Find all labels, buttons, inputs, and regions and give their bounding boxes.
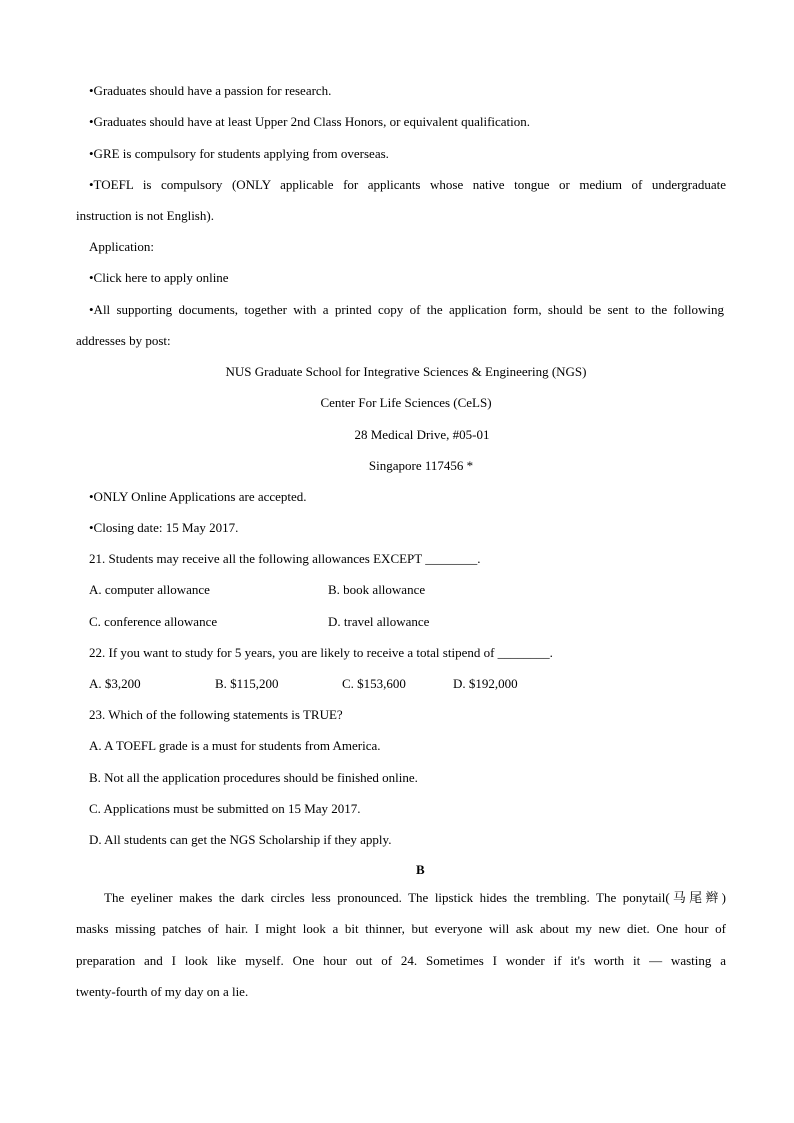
question-21-option-d: D. travel allowance [328, 614, 430, 629]
question-22-option-c: C. $153,600 [342, 676, 406, 691]
application-heading: Application: [89, 239, 154, 254]
passage-line-2: masks missing patches of hair. I might look a bit thinner, but everyone will ask about my new diet. One hour of [76, 921, 726, 936]
requirement-toefl-line2: instruction is not English). [76, 208, 214, 223]
requirement-toefl-line1: •TOEFL is compulsory (ONLY applicable for applicants whose native tongue or medium of undergraduate [89, 177, 726, 192]
question-21-option-c: C. conference allowance [89, 614, 218, 629]
address-postal: Singapore 117456 * [368, 458, 474, 473]
question-22-option-b: B. $115,200 [215, 676, 279, 691]
question-21-option-b: B. book allowance [328, 582, 426, 597]
passage-line-1: The eyeliner makes the dark circles less pronounced. The lipstick hides the trembling. The ponytail(马尾辫) [104, 890, 726, 905]
note-closing-date: •Closing date: 15 May 2017. [89, 520, 239, 535]
documents-line1: •All supporting documents, together with a printed copy of the application form, should be sent to the following [89, 302, 724, 317]
question-22-option-d: D. $192,000 [453, 676, 518, 691]
address-school: NUS Graduate School for Integrative Sciences & Engineering (NGS) [225, 364, 587, 379]
question-23-option-a: A. A TOEFL grade is a must for students from America. [89, 738, 381, 753]
requirement-gre: •GRE is compulsory for students applying from overseas. [89, 146, 389, 161]
apply-online-item: •Click here to apply online [89, 270, 229, 285]
passage-line-3: preparation and I look like myself. One hour out of 24. Sometimes I wonder if it's worth it — wasting a [76, 953, 726, 968]
note-online-only: •ONLY Online Applications are accepted. [89, 489, 307, 504]
address-center: Center For Life Sciences (CeLS) [320, 395, 492, 410]
requirement-passion: •Graduates should have a passion for research. [89, 83, 332, 98]
question-23-stem: 23. Which of the following statements is TRUE? [89, 707, 343, 722]
question-23-option-d: D. All students can get the NGS Scholarship if they apply. [89, 832, 392, 847]
address-street: 28 Medical Drive, #05-01 [354, 427, 490, 442]
documents-line2: addresses by post: [76, 333, 171, 348]
question-22-stem: 22. If you want to study for 5 years, you are likely to receive a total stipend of ________. [89, 645, 553, 660]
question-22-option-a: A. $3,200 [89, 676, 141, 691]
question-23-option-b: B. Not all the application procedures should be finished online. [89, 770, 418, 785]
section-b-heading: B [416, 862, 425, 877]
passage-line-4: twenty-fourth of my day on a lie. [76, 984, 249, 999]
question-23-option-c: C. Applications must be submitted on 15 May 2017. [89, 801, 361, 816]
requirement-honors: •Graduates should have at least Upper 2nd Class Honors, or equivalent qualification. [89, 114, 531, 129]
question-21-stem: 21. Students may receive all the following allowances EXCEPT ________. [89, 551, 481, 566]
question-21-option-a: A. computer allowance [89, 582, 210, 597]
